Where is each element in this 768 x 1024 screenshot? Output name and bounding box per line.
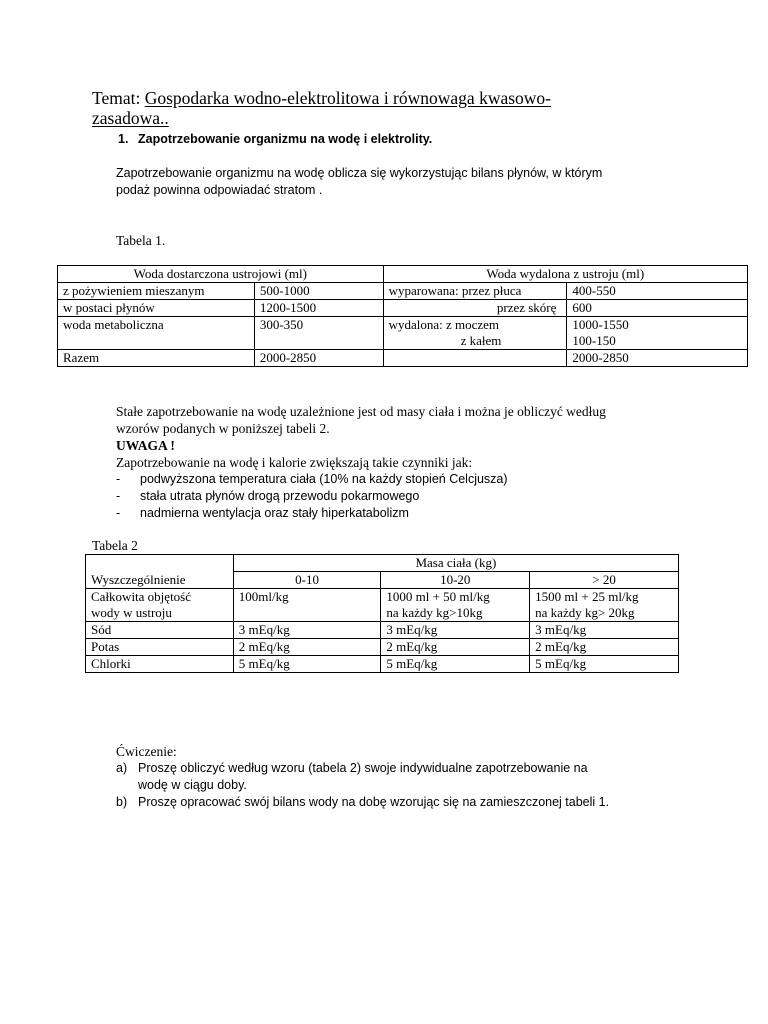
table-cell: w postaci płynów	[58, 300, 255, 317]
table-cell: 2 mEq/kg	[381, 639, 530, 656]
table-cell: wyparowana: przez płuca	[383, 283, 567, 300]
table-header-cell: Woda wydalona z ustroju (ml)	[383, 266, 747, 283]
table-cell: 300-350	[254, 317, 383, 350]
exercise-heading: Ćwiczenie:	[116, 744, 177, 759]
item-line: wodę w ciągu doby.	[138, 778, 247, 792]
paragraph-line: Zapotrzebowanie na wodę i kalorie zwiększają takie czynniki jak:	[116, 455, 473, 470]
document-title	[92, 88, 652, 128]
item-line: Proszę opracować swój bilans wody na dobę wzorując się na zamieszczonej tabeli 1.	[138, 795, 610, 809]
intro-line2: podaż powinna odpowiadać stratom .	[116, 183, 323, 197]
table-cell: 400-550	[567, 283, 748, 300]
cell-line: z kałem	[460, 333, 502, 348]
table-cell: przez skórę	[383, 300, 567, 317]
cell-line: 1500 ml + 25 ml/kg	[535, 589, 639, 604]
paragraph-line: Stałe zapotrzebowanie na wodę uzależnione jest od masy ciała i można je obliczyć według	[116, 404, 606, 419]
list-item: - stała utrata płynów drogą przewodu pokarmowego	[116, 488, 606, 505]
table-row	[58, 283, 748, 300]
table-cell	[383, 350, 567, 367]
cell-line: Całkowita objętość	[91, 589, 192, 604]
table-row	[86, 589, 679, 622]
table-cell: Sód	[86, 622, 234, 639]
item-label: b)	[116, 795, 128, 809]
table-header-cell: > 20	[530, 572, 679, 589]
item-label: a)	[116, 761, 128, 775]
paragraph-line: wzorów podanych w poniższej tabeli 2.	[116, 421, 330, 436]
table-cell: 500-1000	[254, 283, 383, 300]
cell-line: 1000 ml + 50 ml/kg	[386, 589, 490, 604]
table-cell: 2000-2850	[254, 350, 383, 367]
table-header-cell: 10-20	[381, 572, 530, 589]
warning-label: UWAGA !	[116, 438, 175, 453]
intro-paragraph	[116, 165, 602, 199]
list-item: - nadmierna wentylacja oraz stały hiperkatabolizm	[116, 505, 606, 522]
section-number: 1.	[118, 132, 129, 146]
table-cell: Chlorki	[86, 656, 234, 673]
table-header-cell: Masa ciała (kg)	[233, 555, 678, 572]
list-item	[116, 794, 609, 811]
item-line: Proszę obliczyć według wzoru (tabela 2) swoje indywidualne zapotrzebowanie na	[138, 761, 588, 775]
factors-list	[116, 471, 606, 522]
table-cell	[381, 589, 530, 622]
table-cell: 600	[567, 300, 748, 317]
table-cell: Potas	[86, 639, 234, 656]
table-row	[86, 555, 679, 572]
cell-line: 1000-1550	[572, 317, 629, 332]
table-cell: 1200-1500	[254, 300, 383, 317]
cell-line: 100-150	[572, 333, 616, 348]
cell-line: wydalona: z moczem	[388, 317, 500, 332]
title-text-line1: Gospodarka wodno-elektrolitowa i równowaga kwasowo-	[144, 88, 552, 108]
table1-caption: Tabela 1.	[116, 233, 166, 248]
table-header-cell: 0-10	[233, 572, 381, 589]
cell-line: na każdy kg> 20kg	[535, 605, 635, 620]
section-heading-text: Zapotrzebowanie organizmu na wodę i elektrolity.	[138, 132, 433, 146]
table-cell: woda metaboliczna	[58, 317, 255, 350]
intro-line1: Zapotrzebowanie organizmu na wodę oblicza się wykorzystując bilans płynów, w którym	[116, 166, 603, 180]
table-row	[86, 622, 679, 639]
water-balance-table	[57, 265, 748, 367]
table-cell: z pożywieniem mieszanym	[58, 283, 255, 300]
table-cell: 3 mEq/kg	[233, 622, 381, 639]
table-cell	[530, 589, 679, 622]
table-row	[58, 300, 748, 317]
table-cell: 2 mEq/kg	[233, 639, 381, 656]
cell-line: wody w ustroju	[91, 605, 172, 620]
table-cell: 5 mEq/kg	[381, 656, 530, 673]
requirements-paragraph	[116, 403, 606, 522]
exercise-list	[116, 760, 609, 811]
title-text-line2: zasadowa..	[92, 108, 169, 128]
table-cell: 5 mEq/kg	[530, 656, 679, 673]
section-heading	[118, 132, 432, 146]
table-cell	[383, 317, 567, 350]
exercise-section	[116, 743, 609, 811]
list-item: - podwyższona temperatura ciała (10% na każdy stopień Celcjusza)	[116, 471, 606, 488]
table-header-cell: Wyszczególnienie	[86, 555, 234, 589]
table-cell: Razem	[58, 350, 255, 367]
table-cell: 100ml/kg	[233, 589, 381, 622]
table-cell: 3 mEq/kg	[530, 622, 679, 639]
table-cell	[86, 589, 234, 622]
cell-line: na każdy kg>10kg	[386, 605, 483, 620]
table-header-cell: Woda dostarczona ustrojowi (ml)	[58, 266, 384, 283]
table-cell: 2000-2850	[567, 350, 748, 367]
table-row	[58, 317, 748, 350]
table-row	[86, 639, 679, 656]
table2-caption: Tabela 2	[92, 538, 138, 553]
table-cell: 3 mEq/kg	[381, 622, 530, 639]
list-item	[116, 760, 609, 794]
title-prefix: Temat:	[92, 88, 145, 108]
body-mass-table	[85, 554, 679, 673]
table-row	[58, 350, 748, 367]
table-cell: 2 mEq/kg	[530, 639, 679, 656]
table-cell	[567, 317, 748, 350]
table-cell: 5 mEq/kg	[233, 656, 381, 673]
table-row	[58, 266, 748, 283]
table-row	[86, 656, 679, 673]
